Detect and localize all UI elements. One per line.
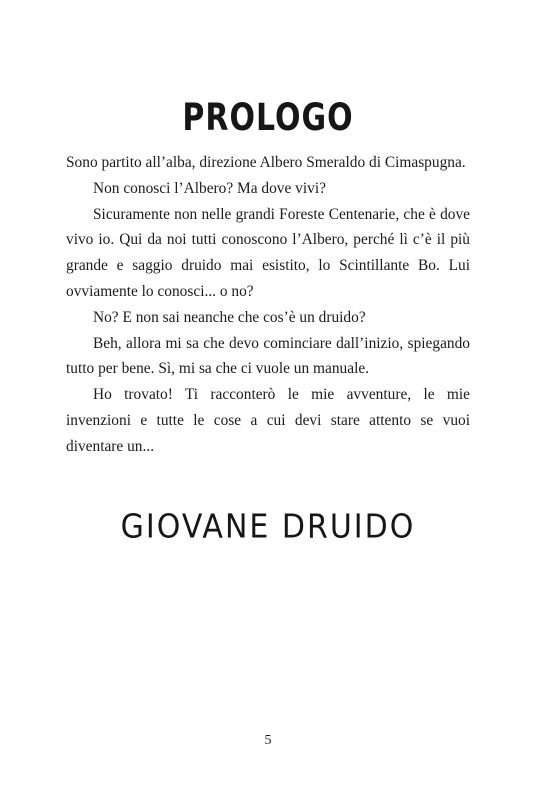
- paragraph-5: Beh, allora mi sa che devo cominciare dall’inizio, spiegando tutto per bene. Sì, mi sa che ci vuole un manuale.: [66, 334, 470, 378]
- paragraph-3: Sicuramente non nelle grandi Foreste Centenarie, che è dove vivo io. Qui da noi tutti conoscono l’Albero, perché lì c’è il più grande e saggio druido mai esistito, lo Scintillante Bo. Lui ovviamente lo conosci... o no?: [66, 205, 470, 300]
- chapter-title: PROLOGO: [182, 96, 354, 140]
- paragraph-1: Sono partito all’alba, direzione Albero Smeraldo di Cimaspugna.: [66, 154, 466, 171]
- paragraph-2: Non conosci l’Albero? Ma dove vivi?: [93, 179, 326, 197]
- page-number: 5: [264, 733, 272, 748]
- paragraph-4: No? E non sai neanche che cos’è un druido?: [93, 308, 366, 326]
- body-text: [66, 150, 470, 460]
- paragraph-6: Ho trovato! Ti racconterò le mie avventure, le mie invenzioni e tutte le cose a cui devi stare attento se vuoi diventare un...: [66, 386, 470, 455]
- handwritten-title: GIOVANE DRUIDO: [120, 508, 416, 547]
